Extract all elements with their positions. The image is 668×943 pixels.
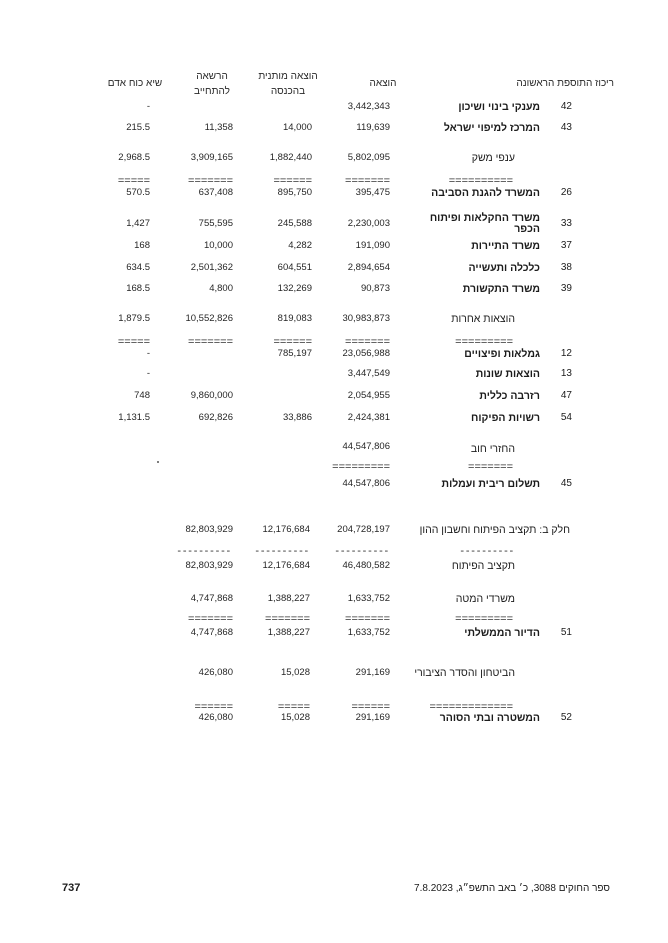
budget-row [0,368,668,380]
budget-row [0,390,668,402]
commitment-cell: 3,909,165 [190,152,233,163]
separator-row [0,613,668,625]
separator-conditional: ---------- [255,545,310,557]
commitment-cell: 82,803,929 [185,524,233,535]
commitment-cell: 82,803,929 [185,560,233,571]
budget-row [0,187,668,199]
column-header-conditional-line2: בהכנסה [270,86,306,97]
commitment-cell: 637,408 [198,187,233,198]
conditional-expense-cell: 1,388,227 [267,627,310,638]
staff-cell: 168.5 [126,283,150,294]
commitment-cell: 11,358 [204,122,233,133]
separator-conditional: ===== [277,701,310,713]
expense-cell: 30,983,873 [342,313,390,324]
conditional-expense-cell: 132,269 [277,283,312,294]
expense-cell: 395,475 [355,187,390,198]
expense-cell: 119,639 [356,122,390,133]
commitment-cell: 4,747,868 [190,593,233,604]
separator-row [0,175,668,187]
row-label: רשויות הפיקוח [471,412,540,424]
expense-cell: 1,633,752 [347,593,390,604]
conditional-expense-cell: 12,176,684 [262,524,310,535]
column-header-expense: הוצאה [369,78,397,89]
separator-conditional: ====== [273,175,312,187]
separator-commitment: ======= [188,613,233,625]
row-code: 42 [560,101,572,112]
staff-cell: - [146,368,150,379]
budget-row [0,712,668,724]
row-code: 38 [560,262,572,273]
column-header-commitment-line1: הרשאה [196,71,228,82]
conditional-expense-cell: 1,882,440 [269,152,312,163]
separator-label: ======= [468,461,513,473]
commitment-cell: 2,501,362 [190,262,233,273]
separator-commitment: ======= [188,336,233,348]
expense-cell: 204,728,197 [337,524,390,535]
separator-expense: ======= [345,336,390,348]
separator-label: ========= [455,336,513,348]
row-code: 45 [560,478,572,489]
commitment-cell: 755,595 [198,218,233,229]
conditional-expense-cell: 15,028 [280,667,310,678]
separator-label: ============= [429,701,513,713]
conditional-expense-cell: 4,282 [288,240,312,251]
expense-cell: 2,230,003 [347,218,390,229]
conditional-expense-cell: 819,083 [277,313,312,324]
row-code: 52 [560,712,572,723]
row-label-line2: הכפר [514,223,540,235]
row-label: המשרד להגנת הסביבה [431,187,540,199]
budget-row [0,122,668,134]
separator-expense: ======= [345,613,390,625]
part-b-row [0,524,668,536]
part-b-label: חלק ב: תקציב הפיתוח וחשבון ההון [419,524,570,536]
expense-cell: 2,424,381 [347,412,390,423]
separator-expense: ======= [345,175,390,187]
row-label: כלכלה ותעשייה [468,262,540,274]
staff-cell: - [146,101,150,112]
separator-staff: ===== [117,175,150,187]
budget-row [0,412,668,424]
scan-speck [157,461,159,463]
table-title: ריכוז התוספת הראשונה [516,78,614,89]
separator-commitment: ======= [188,175,233,187]
row-code: 43 [560,122,572,133]
conditional-expense-cell: 785,197 [277,348,312,359]
subtotal-row [0,667,668,679]
conditional-expense-cell: 604,551 [277,262,312,273]
expense-cell: 291,169 [355,712,390,723]
budget-row [0,262,668,274]
row-label: גמלאות ופיצויים [464,348,540,360]
subtotal-row [0,593,668,605]
subtotal-row [0,313,668,325]
expense-cell: 2,894,654 [347,262,390,273]
row-label: מענקי בינוי ושיכון [458,101,540,113]
row-code: 33 [560,218,572,229]
commitment-cell: 4,747,868 [190,627,233,638]
separator-label: ========= [455,613,513,625]
row-label: תשלום ריבית ועמלות [441,478,540,490]
page-number: 737 [62,882,81,894]
budget-row [0,101,668,113]
expense-cell: 2,054,955 [347,390,390,401]
commitment-cell: 10,000 [203,240,233,251]
budget-row [0,283,668,295]
subtotal-row [0,441,668,453]
commitment-cell: 4,800 [209,283,233,294]
separator-label: ========== [448,175,513,187]
expense-cell: 5,802,095 [347,152,390,163]
budget-row [0,240,668,252]
subtotal-label: הוצאות אחרות [451,313,515,325]
conditional-expense-cell: 14,000 [282,122,312,133]
separator-row [0,336,668,348]
staff-cell: - [146,348,150,359]
row-code: 51 [560,627,572,638]
row-code: 13 [560,368,572,379]
separator-row [0,545,668,557]
column-header-conditional-line1: הוצאה מותנית [258,71,318,82]
row-label: הדיור הממשלתי [464,627,540,639]
staff-cell: 634.5 [126,262,150,273]
commitment-cell: 9,860,000 [190,390,233,401]
expense-cell: 191,090 [355,240,390,251]
conditional-expense-cell: 245,588 [277,218,312,229]
row-code: 12 [560,348,572,359]
expense-cell: 46,480,582 [342,560,390,571]
conditional-expense-cell: 33,886 [282,412,312,423]
expense-cell: 90,873 [360,283,390,294]
row-code: 26 [560,187,572,198]
staff-cell: 748 [134,390,150,401]
expense-cell: 44,547,806 [342,478,390,489]
row-label: משרד התקשורת [462,283,540,295]
separator-commitment: ====== [194,701,233,713]
staff-cell: 570.5 [126,187,150,198]
row-label: רזרבה כללית [479,390,540,402]
separator-expense: ====== [351,701,390,713]
separator-label: ---------- [460,545,515,557]
separator-staff: ===== [117,336,150,348]
staff-cell: 1,427 [126,218,150,229]
staff-cell: 215.5 [126,122,150,133]
budget-row [0,212,668,236]
budget-row [0,478,668,490]
footer-citation: ספר החוקים 3088, כ׳ באב התשפ״ג, 7.8.2023 [414,883,610,894]
commitment-cell: 426,080 [198,667,233,678]
conditional-expense-cell: 1,388,227 [267,593,310,604]
row-code: 39 [560,283,572,294]
subtotal-label: החזרי חוב [470,443,515,455]
budget-row [0,627,668,639]
budget-row [0,348,668,360]
commitment-cell: 426,080 [198,712,233,723]
row-code: 54 [560,412,572,423]
separator-row [0,461,668,473]
expense-cell: 3,442,343 [347,101,390,112]
column-header-commitment-line2: להתחייב [194,86,230,97]
row-label-line1: משרד החקלאות ופיתוח [429,212,540,224]
staff-cell: 1,879.5 [118,313,150,324]
column-header-staff: שיא כוח אדם [107,78,163,89]
conditional-expense-cell: 15,028 [280,712,310,723]
commitment-cell: 10,552,826 [185,313,233,324]
row-code: 37 [560,240,572,251]
conditional-expense-cell: 895,750 [277,187,312,198]
expense-cell: 3,447,549 [347,368,390,379]
row-code: 47 [560,390,572,401]
row-label: הוצאות שונות [475,368,540,380]
subtotal-label: הביטחון והסדר הציבורי [414,667,515,679]
separator-conditional: ======= [265,613,310,625]
expense-cell: 291,169 [355,667,390,678]
subtotal-row [0,560,668,572]
row-label: משרד התיירות [471,240,540,252]
conditional-expense-cell: 12,176,684 [262,560,310,571]
row-label: המשטרה ובתי הסוהר [439,712,540,724]
subtotal-label: תקציב הפיתוח [451,560,515,572]
separator-conditional: ====== [273,336,312,348]
expense-cell: 44,547,806 [342,441,390,452]
staff-cell: 2,968.5 [118,152,150,163]
separator-expense: ========= [332,461,390,473]
subtotal-label: משרדי המטה [455,593,515,605]
staff-cell: 168 [134,240,150,251]
subtotal-label: ענפי משק [471,152,515,164]
expense-cell: 1,633,752 [347,627,390,638]
separator-expense: ---------- [335,545,390,557]
staff-cell: 1,131.5 [118,412,150,423]
commitment-cell: 692,826 [198,412,233,423]
row-label: המרכז למיפוי ישראל [443,122,540,134]
expense-cell: 23,056,988 [342,348,390,359]
subtotal-row [0,152,668,164]
separator-commitment: ---------- [177,545,232,557]
